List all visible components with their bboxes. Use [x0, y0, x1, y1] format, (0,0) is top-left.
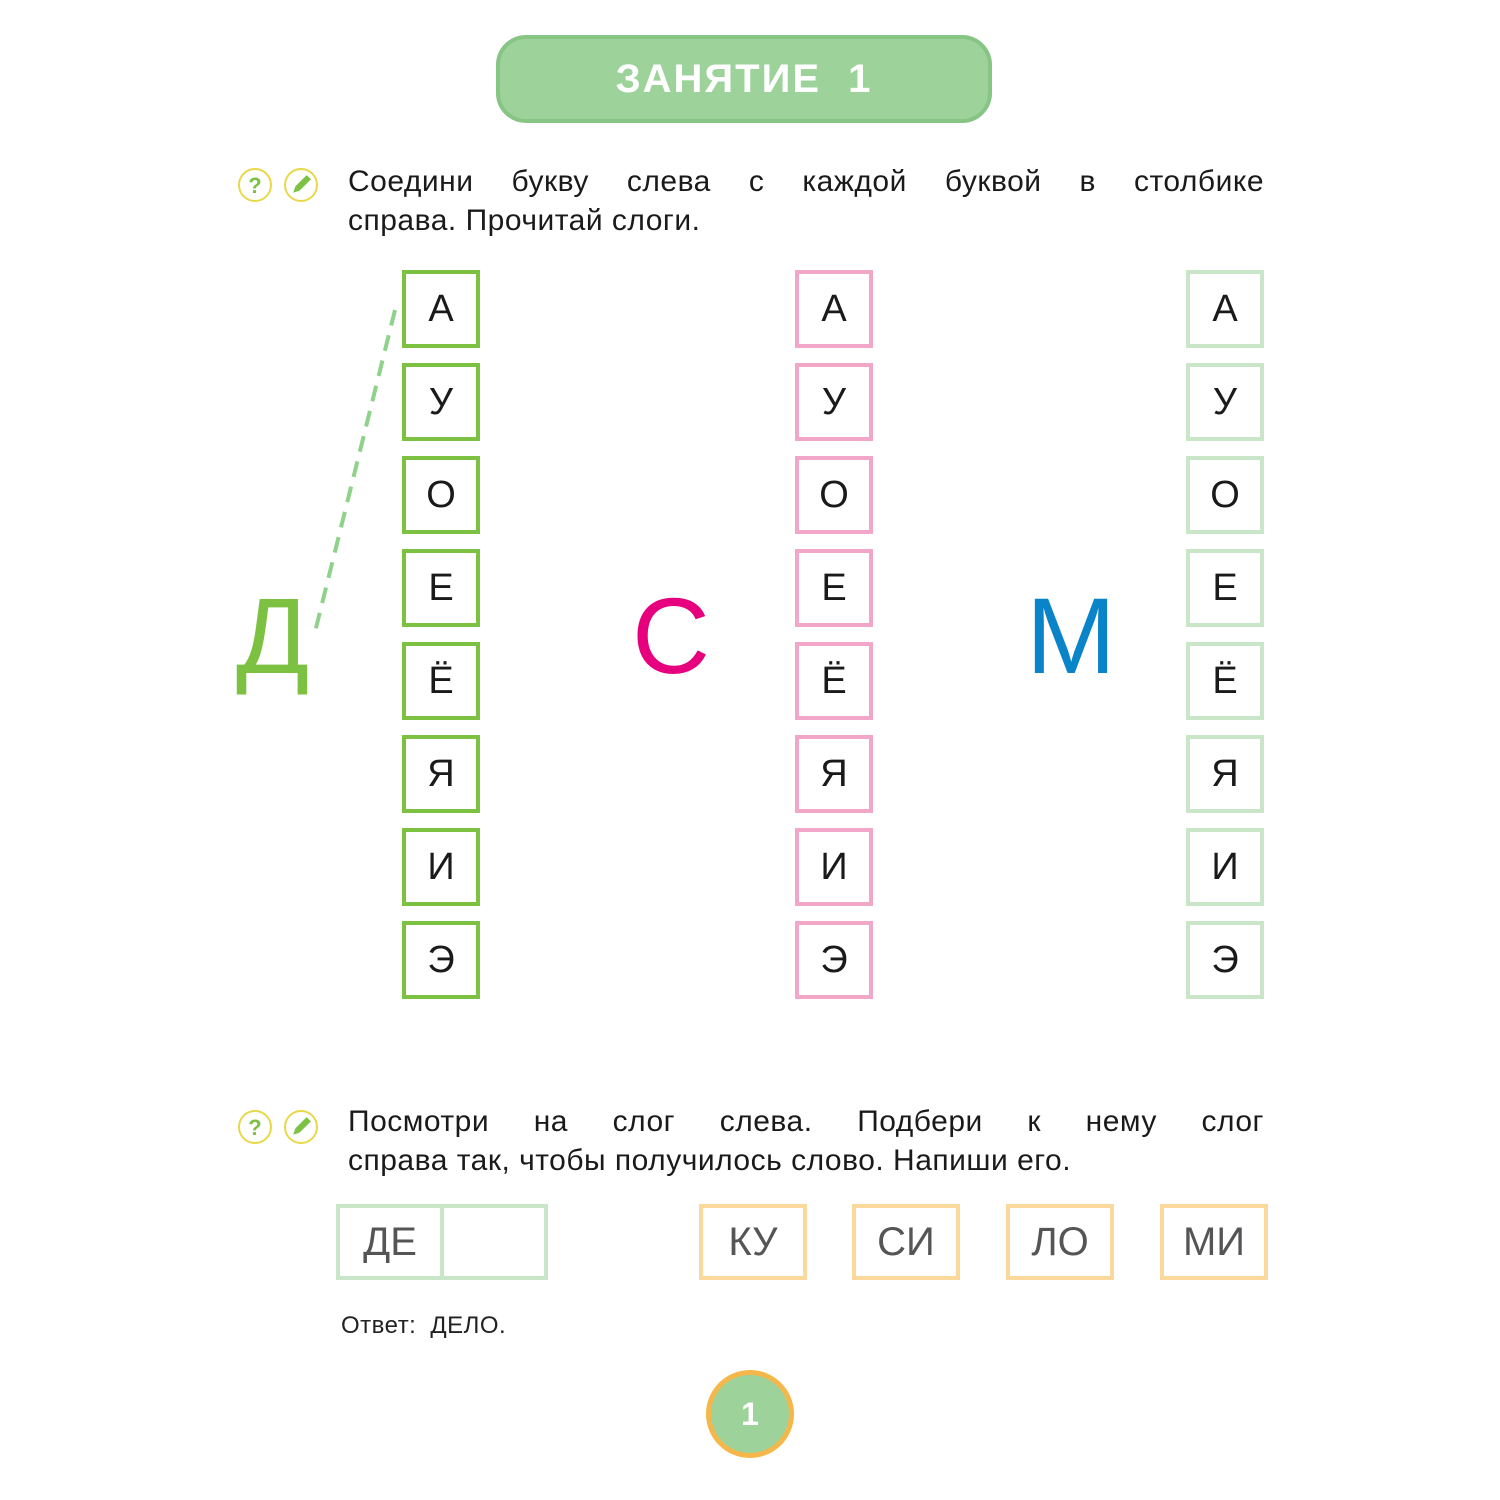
answer-syllable-blank[interactable]	[440, 1204, 548, 1280]
consonant-d[interactable]: Д	[236, 575, 310, 696]
vowel-box[interactable]: Ё	[1186, 642, 1264, 720]
question-icon	[238, 1110, 272, 1144]
vowel-box[interactable]: Э	[1186, 921, 1264, 999]
vowel-box[interactable]: А	[795, 270, 873, 348]
vowel-box[interactable]: О	[402, 456, 480, 534]
vowel-box[interactable]: Е	[795, 549, 873, 627]
task2-instruction	[348, 1102, 1264, 1180]
vowel-box[interactable]: Е	[402, 549, 480, 627]
consonant-m[interactable]: М	[1026, 575, 1116, 696]
syllable-option[interactable]: КУ	[699, 1204, 807, 1280]
pencil-icon	[284, 168, 318, 202]
connection-line	[300, 300, 410, 640]
vowel-box[interactable]: Я	[1186, 735, 1264, 813]
vowel-box[interactable]: Ё	[795, 642, 873, 720]
consonant-s[interactable]: С	[632, 575, 710, 696]
task1-icons	[238, 168, 328, 210]
answer-line	[341, 1312, 506, 1340]
vowel-box[interactable]: Я	[402, 735, 480, 813]
task1-instruction	[348, 162, 1264, 240]
vowel-box[interactable]: Я	[795, 735, 873, 813]
vowel-box[interactable]: Э	[795, 921, 873, 999]
page-number: 1	[741, 1395, 759, 1432]
lesson-title: ЗАНЯТИЕ 1	[615, 56, 873, 101]
pencil-icon	[284, 1110, 318, 1144]
lesson-title-banner	[496, 35, 992, 123]
page-number-badge	[706, 1370, 794, 1458]
given-syllable-box: ДЕ	[336, 1204, 444, 1280]
syllable-option[interactable]: СИ	[852, 1204, 960, 1280]
task2-instruction-line1: Посмотри на слог слева. Подбери к нему слог	[348, 1105, 1264, 1138]
question-icon	[238, 168, 272, 202]
vowel-box[interactable]: Ё	[402, 642, 480, 720]
syllable-option[interactable]: МИ	[1160, 1204, 1268, 1280]
syllable-option[interactable]: ЛО	[1006, 1204, 1114, 1280]
vowel-box[interactable]: О	[795, 456, 873, 534]
vowel-box[interactable]: А	[1186, 270, 1264, 348]
task1-instruction-line1: Соедини букву слева с каждой буквой в столбике	[348, 165, 1264, 198]
task1-instruction-line2: справа. Прочитай слоги.	[348, 204, 701, 237]
vowel-box[interactable]: Е	[1186, 549, 1264, 627]
vowel-box[interactable]: У	[795, 363, 873, 441]
vowel-box[interactable]: А	[402, 270, 480, 348]
vowel-box[interactable]: И	[795, 828, 873, 906]
svg-text:?: ?	[248, 173, 262, 198]
vowel-box[interactable]: И	[402, 828, 480, 906]
task2-icons	[238, 1110, 328, 1152]
answer-value: ДЕЛО.	[430, 1312, 507, 1339]
vowel-box[interactable]: У	[402, 363, 480, 441]
vowel-box[interactable]: И	[1186, 828, 1264, 906]
answer-label: Ответ:	[341, 1312, 417, 1339]
vowel-box[interactable]: Э	[402, 921, 480, 999]
task2-instruction-line2: справа так, чтобы получилось слово. Напиши его.	[348, 1144, 1072, 1177]
vowel-box[interactable]: У	[1186, 363, 1264, 441]
vowel-box[interactable]: О	[1186, 456, 1264, 534]
svg-text:?: ?	[248, 1115, 262, 1140]
